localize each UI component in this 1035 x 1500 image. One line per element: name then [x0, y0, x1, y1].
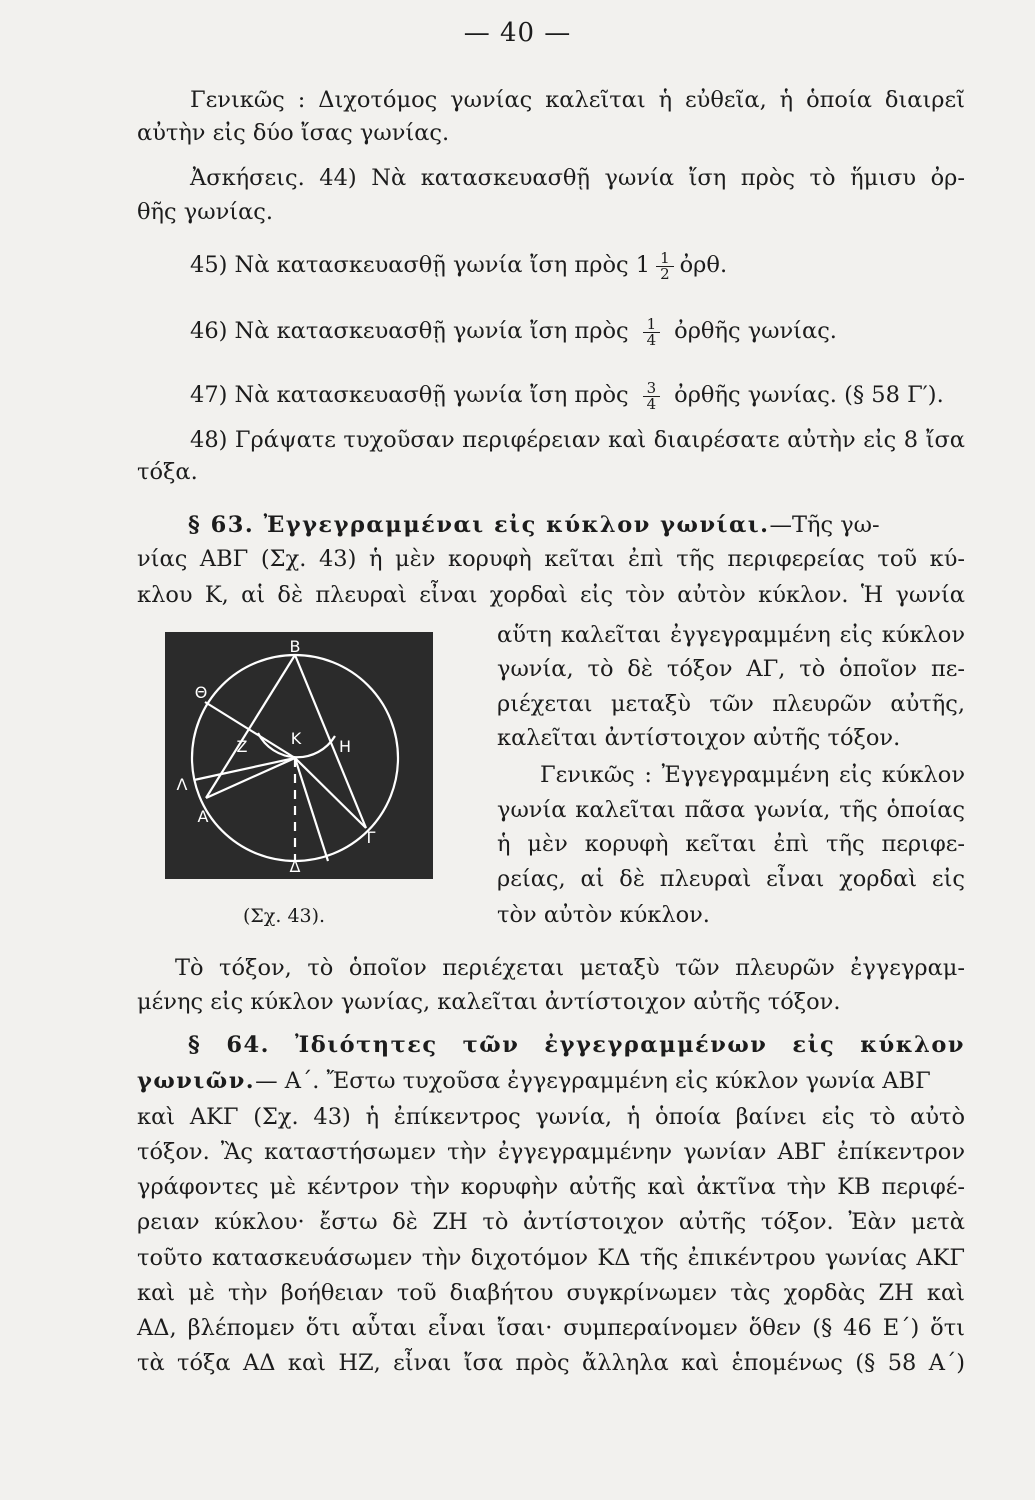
fraction-denominator: 2	[660, 264, 670, 283]
text-line: μένης εἰς κύκλον γωνίας, καλεῖται ἀντίστοιχον αὐτῆς τόξον.	[137, 989, 841, 1015]
exercise-44: Ἀσκήσεις. 44) Νὰ κατασκευασθῇ γωνία ἴση πρὸς τὸ ἥμισυ ὀρ-	[190, 165, 965, 191]
text-line: ρειαν κύκλου· ἔστω δὲ ΖΗ τὸ ἀντίστοιχον αὐτῆς τόξον. Ἐὰν μετὰ	[137, 1209, 965, 1235]
exercise-45-unit: ὀρθ.	[679, 252, 728, 278]
text-line: καὶ ΑΚΓ (Σχ. 43) ἡ ἐπίκεντρος γωνία, ἡ ὁποία βαίνει εἰς τὸ αὐτὸ	[137, 1104, 965, 1130]
text-line: Τὸ τόξον, τὸ ὁποῖον περιέχεται μεταξὺ τῶν πλευρῶν ἐγγεγραμ-	[175, 955, 965, 981]
text-line: ΑΔ, βλέπομεν ὅτι αὗται εἶναι ἴσαι· συμπεραίνομεν ὅθεν (§ 46 Ε΄) ὅτι	[137, 1315, 965, 1341]
text-line: καὶ μὲ τὴν βοήθειαν τοῦ διαβήτου συγκρίνωμεν τὰς χορδὰς ΖΗ καὶ	[137, 1280, 965, 1306]
text-line: ρείας, αἱ δὲ πλευραὶ εἶναι χορδαὶ εἰς	[497, 866, 965, 892]
text-line: κλου Κ, αἱ δὲ πλευραὶ εἶναι χορδαὶ εἰς τὸν αὐτὸν κύκλον. Ἡ γωνία	[137, 582, 965, 608]
exercise-46-text: 46) Νὰ κατασκευασθῇ γωνία ἴση πρὸς	[190, 318, 629, 344]
section-64-heading-line2	[137, 1066, 965, 1096]
text-line: τόξον. Ἂς καταστήσωμεν τὴν ἐγγεγραμμένην γωνίαν ΑΒΓ ἐπίκεντρον	[137, 1139, 965, 1165]
exercise-47-unit: ὀρθῆς γωνίας. (§ 58 Γ′).	[674, 382, 944, 408]
text-line: καλεῖται ἀντίστοιχον αὐτῆς τόξον.	[497, 725, 901, 751]
text-line: τόξα.	[137, 459, 198, 485]
label-lambda: Λ	[176, 775, 188, 794]
label-k: Κ	[290, 729, 302, 748]
section-63-heading	[188, 510, 965, 540]
fraction-quarter	[643, 314, 661, 349]
exercise-48: 48) Γράψατε τυχοῦσαν περιφέρειαν καὶ διαιρέσατε αὐτὴν εἰς 8 ἴσα	[190, 427, 965, 453]
text-line: τοῦτο κατασκευάσωμεν τὴν διχοτόμον ΚΔ τῆς ἐπικέντρου γωνίας ΑΚΓ	[137, 1245, 965, 1271]
label-delta: Δ	[289, 857, 301, 876]
page-number: — 40 —	[463, 18, 572, 48]
exercise-45	[190, 250, 727, 282]
text-line: ἡ μὲν κορυφὴ κεῖται ἐπὶ τῆς περιφε-	[497, 831, 965, 857]
figure-43	[165, 632, 433, 879]
text-line: αὐτὴν εἰς δύο ἴσας γωνίας.	[137, 120, 450, 146]
fraction-numerator: 3	[643, 381, 661, 397]
text-line: θῆς γωνίας.	[137, 199, 274, 225]
section-heading-continuation: — Α΄. Ἔστω τυχοῦσα ἐγγεγραμμένη εἰς κύκλον γωνία ΑΒΓ	[255, 1068, 931, 1094]
section-heading-continuation: —Τῆς γω-	[769, 512, 880, 538]
chord-ba	[206, 655, 295, 798]
label-h: Η	[338, 737, 352, 756]
fraction-numerator: 1	[656, 251, 674, 267]
section-heading-text: § 63. Ἐγγεγραμμέναι εἰς κύκλον γωνίαι.	[188, 512, 770, 538]
exercise-45-text: 45) Νὰ κατασκευασθῇ γωνία ἴση πρὸς 1	[190, 252, 651, 278]
text-line: γράφοντες μὲ κέντρον τὴν κορυφὴν αὐτῆς καὶ ἀκτῖνα τὴν ΚΒ περιφέ-	[137, 1174, 965, 1200]
text-line: αὕτη καλεῖται ἐγγεγραμμένη εἰς κύκλον	[497, 622, 965, 648]
text-line: γωνία, τὸ δὲ τόξον ΑΓ, τὸ ὁποῖον πε-	[497, 656, 965, 682]
fraction-denominator: 4	[646, 394, 657, 413]
text-line: τὰ τόξα ΑΔ καὶ ΗΖ, εἶναι ἴσα πρὸς ἄλληλα καὶ ἑπομένως (§ 58 Α΄)	[137, 1350, 965, 1376]
label-z: Ζ	[236, 737, 248, 756]
fraction-denominator: 4	[646, 330, 657, 349]
radius-kth	[205, 702, 295, 758]
label-b: Β	[289, 637, 301, 656]
text-line: Γενικῶς : Διχοτόμος γωνίας καλεῖται ἡ εὐθεῖα, ἡ ὁποία διαιρεῖ	[190, 87, 965, 113]
text-line: τὸν αὐτὸν κύκλον.	[497, 902, 710, 928]
section-64-heading: § 64. Ἰδιότητες τῶν ἐγγεγραμμένων εἰς κύκλον	[188, 1032, 965, 1058]
fraction-three-quarters	[643, 378, 661, 413]
label-theta: Θ	[194, 683, 208, 702]
inscribed-angle-diagram	[165, 632, 433, 879]
exercise-47	[190, 380, 944, 412]
fraction-numerator: 1	[643, 317, 661, 333]
text-line: Γενικῶς : Ἐγγεγραμμένη εἰς κύκλον	[540, 762, 965, 788]
section-heading-text: γωνιῶν.	[137, 1068, 256, 1094]
figure-caption: (Σχ. 43).	[243, 905, 326, 927]
text-line: γωνία καλεῖται πᾶσα γωνία, τῆς ὁποίας	[497, 797, 965, 823]
fraction-half	[656, 248, 674, 283]
text-line: ριέχεται μεταξὺ τῶν πλευρῶν αὐτῆς,	[497, 691, 965, 717]
exercise-46-unit: ὀρθῆς γωνίας.	[674, 318, 837, 344]
label-a: Α	[197, 807, 209, 826]
exercise-47-text: 47) Νὰ κατασκευασθῇ γωνία ἴση πρὸς	[190, 382, 629, 408]
label-gamma: Γ	[366, 828, 376, 847]
text-line: νίας ΑΒΓ (Σχ. 43) ἡ μὲν κορυφὴ κεῖται ἐπὶ τῆς περιφερείας τοῦ κύ-	[137, 546, 965, 572]
radius-kl	[194, 758, 295, 780]
exercise-46	[190, 316, 837, 348]
